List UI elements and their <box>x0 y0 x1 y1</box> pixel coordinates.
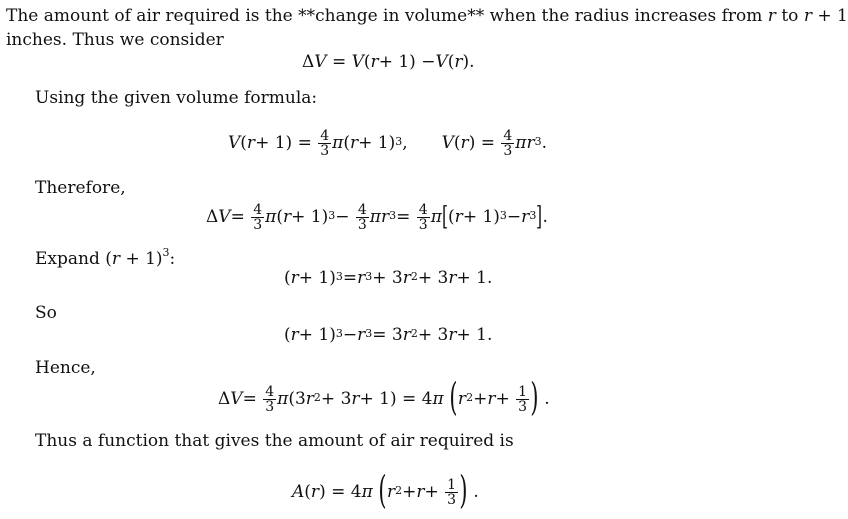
equation-volume-formulas: V ( r + 1) = $\frac{4}{3}$ π ( r + 1) $^3$ , V ( r ) = $\frac{4}{3}$ πr $^3$ . <box>228 127 548 159</box>
fraction-one-third: $\frac{1}{3}$ <box>518 383 528 415</box>
equation-cube-expansion: ( r + 1) $^3$ = r $^3$ + 3 r $^2$ + 3 r + 1. <box>284 268 493 288</box>
equation-delta-v-expanded: Δ V = $\frac{4}{3}$ π ( r + 1) $^3$ − $\frac{4}{3}$ πr $^3$ = $\frac{4}{3}$ π [ ( r + 1) $^3$ − r $^3$ ] . <box>206 201 548 233</box>
equation-delta-v-definition: Δ V = V ( r + 1) − V ( r ). <box>302 52 475 72</box>
using-formula-text: Using the given volume formula: <box>35 88 318 108</box>
intro-paragraph: The amount of air required is the **change in volume** when the radius increases from r to r + 1 <box>6 6 848 26</box>
equation-air-function: A ( r ) = 4 π ( r $^2$ + r + $\frac{1}{3}$ ) . <box>292 468 479 512</box>
fraction-four-thirds: $\frac{4}{3}$ <box>503 127 513 159</box>
thus-text: Thus a function that gives the amount of air required is <box>35 431 514 451</box>
expand-label: Expand <box>35 249 100 269</box>
expand-text: Expand $(r + 1)^3$: <box>35 246 176 269</box>
so-text: So <box>35 303 57 323</box>
hence-text: Hence, <box>35 358 96 378</box>
equation-difference: ( r + 1) $^3$ − r $^3$ = 3 r $^2$ + 3 r + 1. <box>284 325 493 345</box>
therefore-text: Therefore, <box>35 178 126 198</box>
intro-line1: The amount of air required is the **change in volume** when the radius increases from <box>6 6 763 26</box>
intro-line2: inches. Thus we consider <box>6 30 224 50</box>
fraction-four-thirds: $\frac{4}{3}$ <box>320 127 330 159</box>
equation-delta-v-simplified: Δ V = $\frac{4}{3}$ π (3 r $^2$ + 3 r + 1) = 4 π ( r $^2$ + r + $\frac{1}{3}$ ) . <box>218 375 550 419</box>
fraction-one-third: $\frac{1}{3}$ <box>447 476 457 508</box>
